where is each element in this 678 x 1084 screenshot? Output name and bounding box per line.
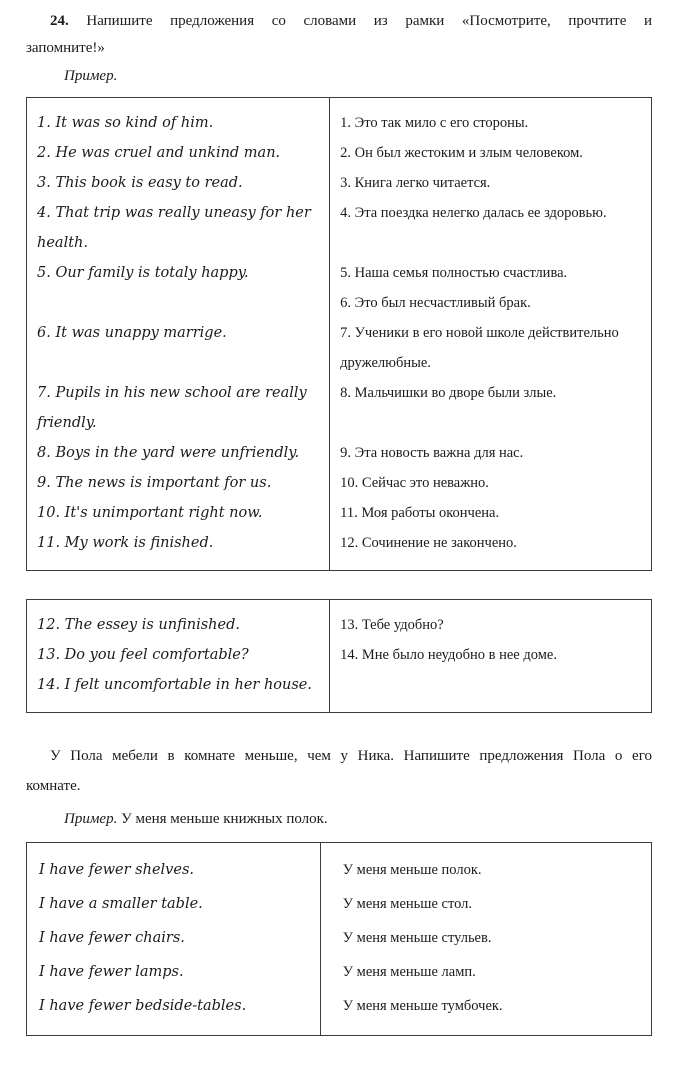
table-row xyxy=(27,378,652,438)
task-text: Напишите предложения со словами из рамки «Посмотрите, прочтите и запомните!» xyxy=(26,13,652,56)
english-cell xyxy=(27,288,330,318)
english-cell: I have fewer chairs. xyxy=(27,921,321,955)
russian-cell xyxy=(330,670,652,713)
russian-cell: 8. Мальчишки во дворе были злые. xyxy=(340,385,557,401)
english-cell: I have fewer shelves. xyxy=(27,843,321,888)
task-paragraph-2: У Пола мебели в комнате меньше, чем у Ника. Напишите предложения Пола о его комнате. xyxy=(26,748,652,794)
table-row xyxy=(27,468,652,498)
table-row xyxy=(27,843,652,888)
sentences-table-1 xyxy=(26,97,652,571)
english-cell: 3. This book is easy to read. xyxy=(27,168,330,198)
russian-cell: 9. Эта новость важна для нас. xyxy=(340,445,524,461)
english-cell: 2. He was cruel and unkind man. xyxy=(27,138,330,168)
example-text-2: У меня меньше книжных полок. xyxy=(121,811,328,827)
russian-cell: 12. Сочинение не закончено. xyxy=(340,535,517,551)
sentences-table-3 xyxy=(26,842,652,1036)
english-cell: 9. The news is important for us. xyxy=(27,468,330,498)
english-cell: 14. I felt uncomfortable in her house. xyxy=(27,670,330,713)
russian-cell: 11. Моя работы окончена. xyxy=(340,505,500,521)
russian-cell: 13. Тебе удобно? xyxy=(340,617,444,633)
russian-cell: 3. Книга легко читается. xyxy=(340,175,491,191)
russian-cell: 4. Эта поездка нелегко далась ее здоровью. xyxy=(340,205,607,221)
table-row xyxy=(27,198,652,258)
table-row xyxy=(27,438,652,468)
russian-cell: У меня меньше ламп. xyxy=(342,964,476,980)
english-cell: 12. The essey is unfinished. xyxy=(27,600,330,641)
example-2 xyxy=(64,811,652,828)
table-row xyxy=(27,989,652,1036)
example-label-1: Пример. xyxy=(64,68,118,84)
table-row xyxy=(27,258,652,288)
english-cell: 5. Our family is totaly happy. xyxy=(27,258,330,288)
russian-cell: 6. Это был несчастливый брак. xyxy=(340,295,531,311)
table-row xyxy=(27,498,652,528)
table-row xyxy=(27,138,652,168)
english-cell: 10. It's unimportant right now. xyxy=(27,498,330,528)
table-row xyxy=(27,921,652,955)
russian-cell: У меня меньше тумбочек. xyxy=(342,998,503,1014)
english-cell: 11. My work is finished. xyxy=(27,528,330,571)
russian-cell: 5. Наша семья полностью счастлива. xyxy=(340,265,568,281)
russian-cell: У меня меньше стульев. xyxy=(342,930,492,946)
russian-cell: У меня меньше полок. xyxy=(342,862,482,878)
table-row xyxy=(27,168,652,198)
russian-cell: 1. Это так мило с его стороны. xyxy=(340,115,529,131)
table-row xyxy=(27,288,652,318)
table-row xyxy=(27,600,652,641)
table-row xyxy=(27,98,652,139)
russian-cell: 2. Он был жестоким и злым человеком. xyxy=(340,145,583,161)
russian-cell: 14. Мне было неудобно в нее доме. xyxy=(340,647,557,663)
sentences-table-2 xyxy=(26,599,652,713)
english-cell: 1. It was so kind of him. xyxy=(27,98,330,139)
english-cell: 13. Do you feel comfortable? xyxy=(27,640,330,670)
english-cell: 8. Boys in the yard were unfriendly. xyxy=(27,438,330,468)
table-row xyxy=(27,670,652,713)
table-row xyxy=(27,955,652,989)
table-row xyxy=(27,887,652,921)
example-label-2: Пример. xyxy=(64,811,118,827)
english-cell: 4. That trip was really uneasy for her health. xyxy=(27,198,330,258)
russian-cell: У меня меньше стол. xyxy=(342,896,473,912)
english-cell: I have a smaller table. xyxy=(27,887,321,921)
russian-cell: 7. Ученики в его новой школе действительно дружелюбные. xyxy=(340,325,619,371)
russian-cell: 10. Сейчас это неважно. xyxy=(340,475,489,491)
english-cell: 6. It was unappy marrige. xyxy=(27,318,330,378)
table-row xyxy=(27,528,652,571)
task-header xyxy=(26,8,652,62)
task-number: 24. xyxy=(50,13,69,29)
table-row xyxy=(27,640,652,670)
english-cell: 7. Pupils in his new school are really friendly. xyxy=(27,378,330,438)
english-cell: I have fewer bedside-tables. xyxy=(27,989,321,1036)
english-cell: I have fewer lamps. xyxy=(27,955,321,989)
table-row xyxy=(27,318,652,378)
